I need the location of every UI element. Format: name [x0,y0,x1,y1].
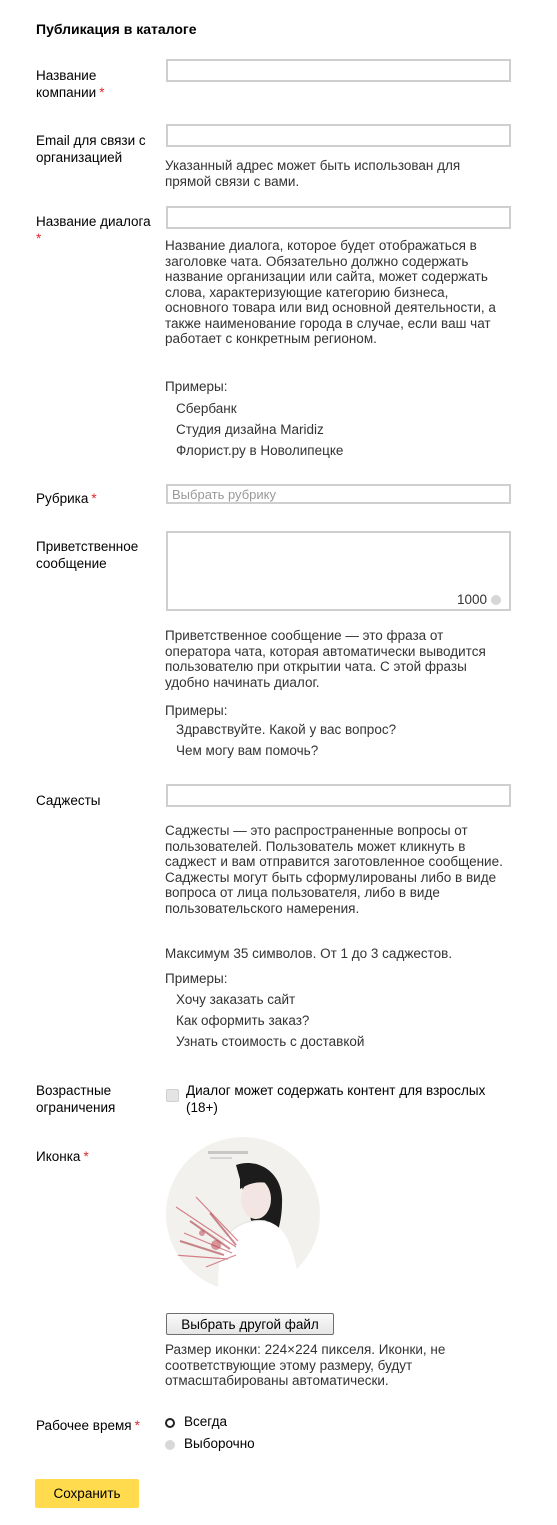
suggests-limit: Максимум 35 символов. От 1 до 3 саджестов. [165,946,453,961]
dialog-name-hint: Название диалога, которое будет отображаться в заголовке чата. Обязательно должно содержать название организации или сайта, может содержать слова, характеризующие категорию бизнеса, основного товара или вид основной деятельности, а также наименование города в случае, если ваш чат работает с конкретным регионом. [165,238,496,346]
greeting-example: Чем могу вам помочь? [176,743,319,758]
age-label: Возрастные ограничения [36,1083,116,1115]
dialog-name-label: Название диалога * [36,214,151,246]
dialog-example: Студия дизайна Maridiz [176,422,324,437]
choose-file-button[interactable]: Выбрать другой файл [166,1313,334,1335]
save-button[interactable]: Сохранить [35,1479,139,1508]
suggests-example: Как оформить заказ? [176,1013,310,1028]
rubric-select[interactable] [166,484,511,504]
radio-selective[interactable] [165,1440,175,1450]
email-label: Email для связи с организацией [36,133,146,165]
suggests-input[interactable] [166,784,511,807]
icon-label: Иконка * [36,1149,89,1164]
dialog-examples-label: Примеры: [165,379,228,394]
suggests-example: Узнать стоимость с доставкой [176,1034,365,1049]
rubric-label: Рубрика * [36,491,97,506]
email-input[interactable] [166,124,511,147]
adult-content-label[interactable]: Диалог может содержать контент для взрослых (18+) [186,1083,486,1115]
icon-hint: Размер иконки: 224×224 пикселя. Иконки, не соответствующие этому размеру, будут отмасштабированы автоматически. [165,1342,446,1388]
greeting-hint: Приветственное сообщение — это фраза от оператора чата, которая автоматически выводится пользователю при открытии чата. С этой фразы удобно начинать диалог. [165,628,486,690]
required-mark: * [99,85,105,100]
required-mark: * [91,491,97,506]
email-hint: Указанный адрес может быть использован для прямой связи с вами. [165,158,461,189]
radio-selective-label[interactable]: Выборочно [184,1436,255,1451]
dialog-example: Сбербанк [176,401,237,416]
greeting-label: Приветственное сообщение [36,539,139,571]
company-label: Название компании * [36,68,105,100]
suggests-label: Саджесты [36,793,101,808]
icon-preview-image [166,1137,320,1291]
page-title: Публикация в каталоге [36,21,197,37]
suggests-example: Хочу заказать сайт [176,992,296,1007]
radio-always[interactable] [165,1418,175,1428]
company-input[interactable] [166,59,511,82]
dialog-name-input[interactable] [166,206,511,229]
radio-always-label[interactable]: Всегда [184,1414,227,1429]
greeting-examples-label: Примеры: [165,703,228,718]
counter-value: 1000 [457,592,488,607]
suggests-examples-label: Примеры: [165,971,228,986]
adult-content-checkbox[interactable] [166,1089,179,1102]
required-mark: * [36,231,42,246]
greeting-example: Здравствуйте. Какой у вас вопрос? [176,722,397,737]
greeting-counter [457,592,501,607]
work-time-label: Рабочее время * [36,1418,140,1433]
suggests-hint: Саджесты — это распространенные вопросы от пользователей. Пользователь может кликнуть в саджест и вам отправится заготовленное сообщение. Саджесты могут быть сформулированы либо в виде вопроса от лица пользователя, либо в виде пользовательского намерения. [165,823,503,916]
required-mark: * [83,1149,89,1164]
dialog-example: Флорист.ру в Новолипецке [176,443,344,458]
icon-preview-illustration [166,1137,320,1291]
required-mark: * [134,1418,140,1433]
counter-indicator-icon [491,595,501,605]
